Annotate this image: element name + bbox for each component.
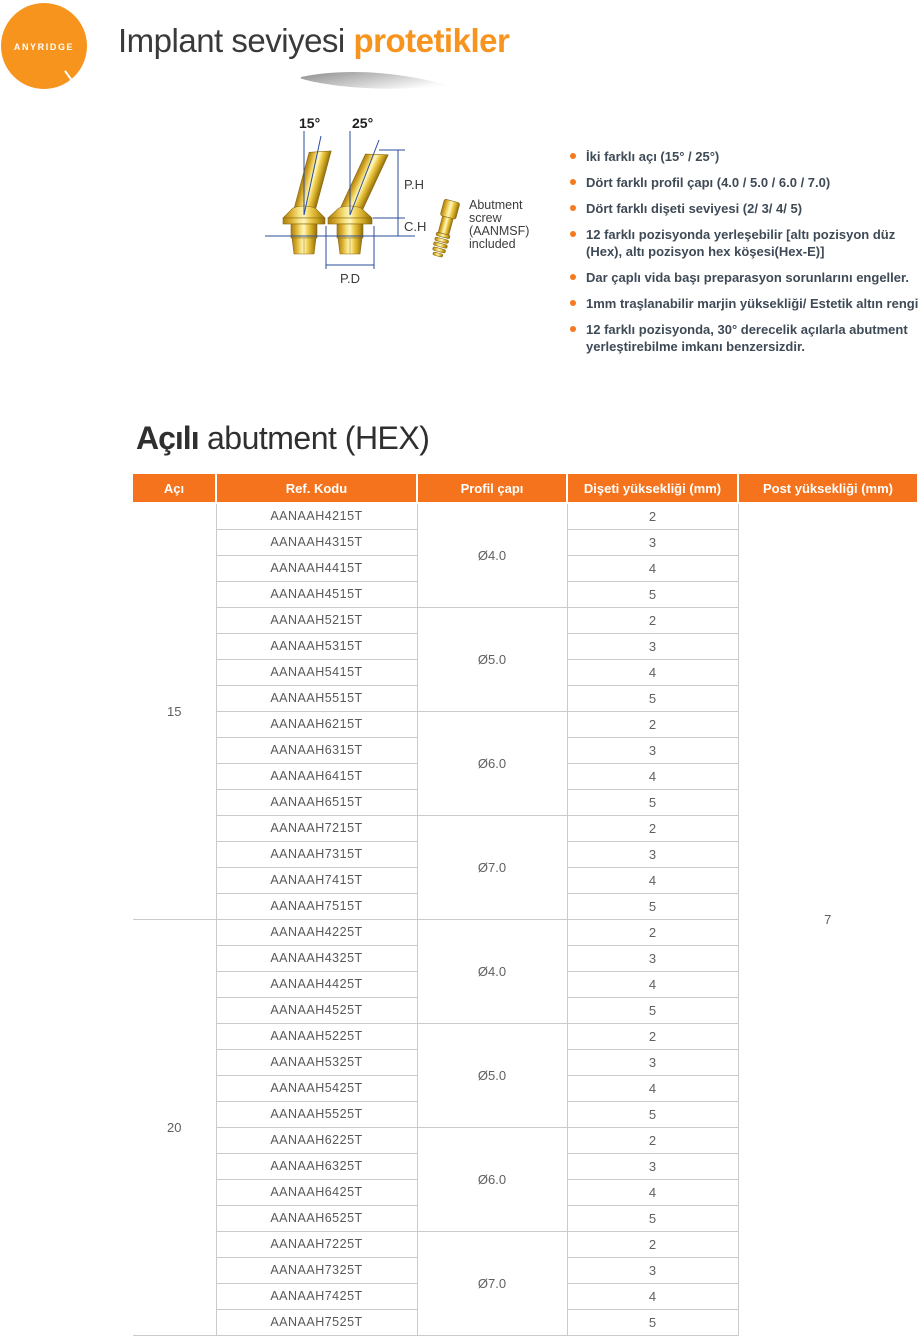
profile-diameter-cell: Ø6.0: [417, 1127, 567, 1231]
feature-text: İki farklı açı (15° / 25°): [586, 149, 720, 164]
ref-code-cell: AANAAH6415T: [216, 763, 417, 789]
feature-text: Dört farklı profil çapı (4.0 / 5.0 / 6.0 / 7.0): [586, 175, 831, 190]
feature-item: [568, 295, 920, 312]
abutment-diagram: [255, 112, 560, 292]
gum-height-cell: 5: [567, 997, 738, 1023]
section-title: [136, 420, 429, 457]
gum-height-cell: 2: [567, 711, 738, 737]
ref-code-cell: AANAAH7315T: [216, 841, 417, 867]
ref-code-cell: AANAAH4215T: [216, 503, 417, 529]
gum-height-cell: 5: [567, 893, 738, 919]
ref-code-cell: AANAAH4315T: [216, 529, 417, 555]
gum-height-cell: 2: [567, 1231, 738, 1257]
feature-item: [568, 148, 920, 165]
anyridge-logo: [1, 3, 87, 89]
ref-code-cell: AANAAH6525T: [216, 1205, 417, 1231]
abutment-25-graphic: [328, 146, 388, 254]
ref-code-cell: AANAAH4515T: [216, 581, 417, 607]
screw-note-line-2: screw: [469, 211, 502, 225]
ref-code-cell: AANAAH5415T: [216, 659, 417, 685]
screw-note: [469, 198, 529, 251]
gum-height-cell: 5: [567, 1309, 738, 1335]
screw-note-line-1: Abutment: [469, 198, 523, 212]
ref-code-cell: AANAAH6325T: [216, 1153, 417, 1179]
ref-code-cell: AANAAH6225T: [216, 1127, 417, 1153]
gum-height-cell: 5: [567, 1101, 738, 1127]
collar-height-label: C.H: [404, 219, 427, 234]
feature-list: [568, 148, 920, 364]
section-title-regular: abutment (HEX): [198, 420, 430, 456]
gum-height-cell: 4: [567, 1179, 738, 1205]
ref-code-cell: AANAAH7515T: [216, 893, 417, 919]
table-header-row: [133, 474, 917, 503]
gum-height-cell: 2: [567, 607, 738, 633]
gum-height-cell: 3: [567, 737, 738, 763]
ref-code-cell: AANAAH5315T: [216, 633, 417, 659]
bullet-icon: [570, 205, 576, 211]
gum-height-cell: 3: [567, 633, 738, 659]
gum-height-cell: 4: [567, 763, 738, 789]
ref-code-cell: AANAAH7325T: [216, 1257, 417, 1283]
bullet-icon: [570, 300, 576, 306]
feature-text: 12 farklı pozisyonda, 30° derecelik açılarla abutment yerleştirebilme imkanı benzersizdir.: [586, 322, 908, 354]
angle-cell: 20: [133, 919, 216, 1335]
ref-code-cell: AANAAH5515T: [216, 685, 417, 711]
page-title-regular: Implant seviyesi: [118, 22, 354, 59]
ref-code-cell: AANAAH4415T: [216, 555, 417, 581]
feature-text: 1mm traşlanabilir marjin yüksekliği/ Estetik altın rengi: [586, 296, 919, 311]
screw-note-line-3: (AANMSF): [469, 224, 530, 238]
feature-item: [568, 174, 920, 191]
bullet-icon: [570, 231, 576, 237]
bullet-icon: [570, 179, 576, 185]
abutment-table-body: [133, 503, 917, 1335]
gum-height-cell: 2: [567, 815, 738, 841]
ref-code-cell: AANAAH4325T: [216, 945, 417, 971]
column-header-ref-code: Ref. Kodu: [216, 474, 417, 503]
section-title-bold: Açılı: [136, 420, 199, 456]
screw-note-line-4: included: [469, 237, 516, 251]
gum-height-cell: 2: [567, 1023, 738, 1049]
profile-diameter-cell: Ø4.0: [417, 503, 567, 607]
bullet-icon: [570, 274, 576, 280]
feature-text: Dar çaplı vida başı preparasyon sorunlarını engeller.: [586, 270, 909, 285]
angle-cell: 15: [133, 503, 216, 919]
ref-code-cell: AANAAH4425T: [216, 971, 417, 997]
platform-diameter-label: P.D: [340, 271, 360, 286]
ref-code-cell: AANAAH4225T: [216, 919, 417, 945]
post-height-cell: 7: [824, 912, 832, 927]
feature-item: [568, 269, 920, 286]
logo-tail-line: [64, 71, 75, 86]
gum-height-cell: 3: [567, 945, 738, 971]
gum-height-cell: 5: [567, 685, 738, 711]
ref-code-cell: AANAAH7225T: [216, 1231, 417, 1257]
gum-height-cell: 3: [567, 1049, 738, 1075]
gum-height-cell: 5: [567, 581, 738, 607]
profile-diameter-cell: Ø6.0: [417, 711, 567, 815]
gum-height-cell: 4: [567, 1283, 738, 1309]
gum-height-cell: 2: [567, 919, 738, 945]
angle-right-label: 25°: [352, 115, 374, 131]
column-header-gum-height: Dişeti yüksekliği (mm): [567, 474, 738, 503]
profile-diameter-cell: Ø5.0: [417, 607, 567, 711]
gum-height-cell: 5: [567, 1205, 738, 1231]
page-title-accent: protetikler: [353, 22, 510, 59]
ref-code-cell: AANAAH5325T: [216, 1049, 417, 1075]
ref-code-cell: AANAAH7415T: [216, 867, 417, 893]
abutment-screw-graphic: [430, 199, 460, 258]
bullet-icon: [570, 326, 576, 332]
ref-code-cell: AANAAH6215T: [216, 711, 417, 737]
ref-code-cell: AANAAH7215T: [216, 815, 417, 841]
ref-code-cell: AANAAH6425T: [216, 1179, 417, 1205]
ref-code-cell: AANAAH5215T: [216, 607, 417, 633]
gum-height-cell: 3: [567, 1257, 738, 1283]
gum-height-cell: 4: [567, 1075, 738, 1101]
ref-code-cell: AANAAH5525T: [216, 1101, 417, 1127]
gum-height-cell: 3: [567, 841, 738, 867]
column-header-post-height: Post yüksekliği (mm): [738, 474, 917, 503]
logo-text: ANYRIDGE: [13, 42, 75, 52]
profile-diameter-cell: Ø4.0: [417, 919, 567, 1023]
gum-height-cell: 4: [567, 867, 738, 893]
ref-code-cell: AANAAH7425T: [216, 1283, 417, 1309]
profile-diameter-cell: Ø7.0: [417, 815, 567, 919]
feature-item: [568, 226, 920, 260]
gum-height-cell: 4: [567, 659, 738, 685]
post-height-label: P.H: [404, 177, 424, 192]
title-swoosh-graphic: [301, 68, 447, 94]
table-header: [133, 474, 917, 503]
gum-height-cell: 5: [567, 789, 738, 815]
feature-item: [568, 200, 920, 217]
table-row: [133, 503, 917, 529]
gum-height-cell: 4: [567, 971, 738, 997]
page-title: [118, 22, 509, 60]
gum-height-cell: 3: [567, 529, 738, 555]
ref-code-cell: AANAAH5425T: [216, 1075, 417, 1101]
feature-text: Dört farklı dişeti seviyesi (2/ 3/ 4/ 5): [586, 201, 803, 216]
profile-diameter-cell: Ø5.0: [417, 1023, 567, 1127]
feature-item: [568, 321, 920, 355]
ref-code-cell: AANAAH5225T: [216, 1023, 417, 1049]
profile-diameter-cell: Ø7.0: [417, 1231, 567, 1335]
gum-height-cell: 4: [567, 555, 738, 581]
ref-code-cell: AANAAH6315T: [216, 737, 417, 763]
feature-text: 12 farklı pozisyonda yerleşebilir [altı pozisyon düz (Hex), altı pozisyon hex köşesi(Hex-E)]: [586, 227, 896, 259]
angle-left-label: 15°: [299, 115, 321, 131]
column-header-angle: Açı: [133, 474, 216, 503]
gum-height-cell: 2: [567, 1127, 738, 1153]
gum-height-cell: 3: [567, 1153, 738, 1179]
ref-code-cell: AANAAH6515T: [216, 789, 417, 815]
column-header-profile: Profil çapı: [417, 474, 567, 503]
bullet-icon: [570, 153, 576, 159]
ref-code-cell: AANAAH4525T: [216, 997, 417, 1023]
abutment-table: [133, 474, 917, 1336]
gum-height-cell: 2: [567, 503, 738, 529]
ref-code-cell: AANAAH7525T: [216, 1309, 417, 1335]
